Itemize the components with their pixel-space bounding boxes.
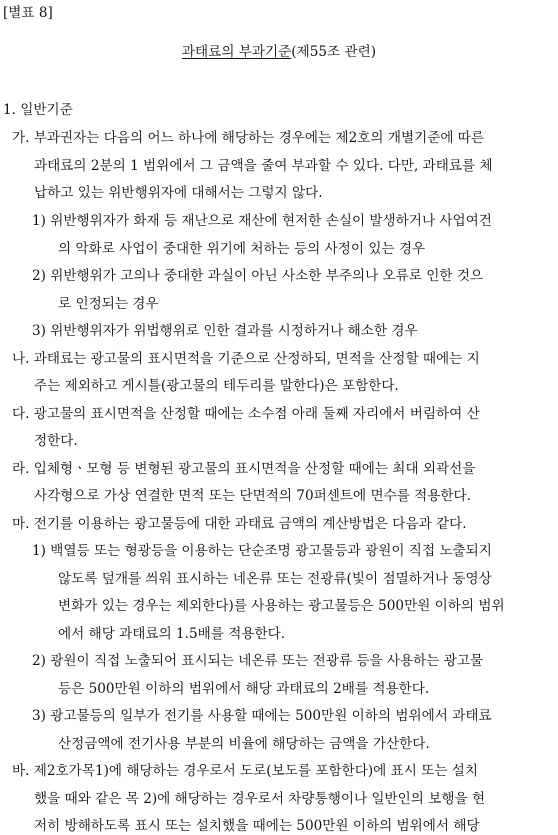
text-line: 납하고 있는 위반행위자에 대해서는 그렇지 않다. [34, 185, 323, 201]
text-line: 가. 부과권자는 다음의 어느 하나에 해당하는 경우에는 제2호의 개별기준에 따른 [12, 130, 485, 146]
text-line: 않도록 덮개를 씌워 표시하는 네온류 또는 전광류(빛이 점멸하거나 동영상 [58, 571, 492, 587]
text-line: 에서 해당 과태료의 1.5배를 적용한다. [58, 626, 286, 642]
text-line: 3) 광고물등의 일부가 전기를 사용할 때에는 500만원 이하의 범위에서 과태료 [32, 708, 492, 724]
text-line: 2) 위반행위가 고의나 중대한 과실이 아닌 사소한 부주의나 오류로 인한 것으 [32, 268, 484, 284]
text-line: 라. 입체형ㆍ모형 등 변형된 광고물의 표시면적을 산정할 때에는 최대 외곽선을 [12, 461, 476, 477]
text-line: 마. 전기를 이용하는 광고물등에 대한 과태료 금액의 계산방법은 다음과 같다. [12, 516, 467, 532]
text-line: 변화가 있는 경우는 제외한다)를 사용하는 광고물등은 500만원 이하의 범위 [58, 598, 505, 614]
text-line: 2) 광원이 직접 노출되어 표시되는 네온류 또는 전광류 등을 사용하는 광고물 [32, 653, 484, 669]
title-reference: (제55조 관련) [291, 44, 377, 60]
section-heading: 1. 일반기준 [3, 102, 73, 118]
text-line: 주는 제외하고 게시틀(광고물의 테두리를 말한다)은 포함한다. [34, 378, 399, 394]
text-line: 다. 광고물의 표시면적을 산정할 때에는 소수점 아래 둘째 자리에서 버림하여 산 [12, 406, 480, 422]
text-line: 바. 제2호가목1)에 해당하는 경우로서 도로(보도를 포함한다)에 표시 또는 설치 [12, 763, 479, 779]
text-line: 로 인정되는 경우 [58, 296, 159, 312]
text-line: 3) 위반행위자가 위법행위로 인한 결과를 시정하거나 해소한 경우 [32, 323, 418, 339]
title-main: 과태료의 부과기준 [181, 44, 292, 60]
text-line: 나. 과태료는 광고물의 표시면적을 기준으로 산정하되, 면적을 산정할 때에는 지 [12, 351, 480, 367]
text-line: 의 악화로 사업이 중대한 위기에 처하는 등의 사정이 있는 경우 [58, 241, 426, 257]
text-line: 등은 500만원 이하의 범위에서 해당 과태료의 2배를 적용한다. [58, 681, 430, 697]
document-title [0, 43, 558, 61]
text-line: 사각형으로 가상 연결한 면적 또는 단면적의 70퍼센트에 면수를 적용한다. [34, 488, 472, 504]
text-line: 1) 위반행위자가 화재 등 재난으로 재산에 현저한 손실이 발생하거나 사업여건 [32, 213, 492, 229]
text-line: 정한다. [34, 433, 78, 449]
text-line: 했을 때와 같은 목 2)에 해당하는 경우로서 차량통행이나 일반인의 보행을 현 [34, 791, 486, 807]
text-line: 1) 백열등 또는 형광등을 이용하는 단순조명 광고물등과 광원이 직접 노출되지 [32, 543, 492, 559]
text-line: 저히 방해하도록 표시 또는 설치했을 때에는 500만원 이하의 범위에서 해당 [34, 818, 480, 834]
text-line: 과태료의 2분의 1 범위에서 그 금액을 줄여 부과할 수 있다. 다만, 과태료를 체 [34, 158, 493, 174]
annex-label: [별표 8] [3, 5, 53, 21]
text-line: 산정금액에 전기사용 부분의 비율에 해당하는 금액을 가산한다. [58, 736, 430, 752]
